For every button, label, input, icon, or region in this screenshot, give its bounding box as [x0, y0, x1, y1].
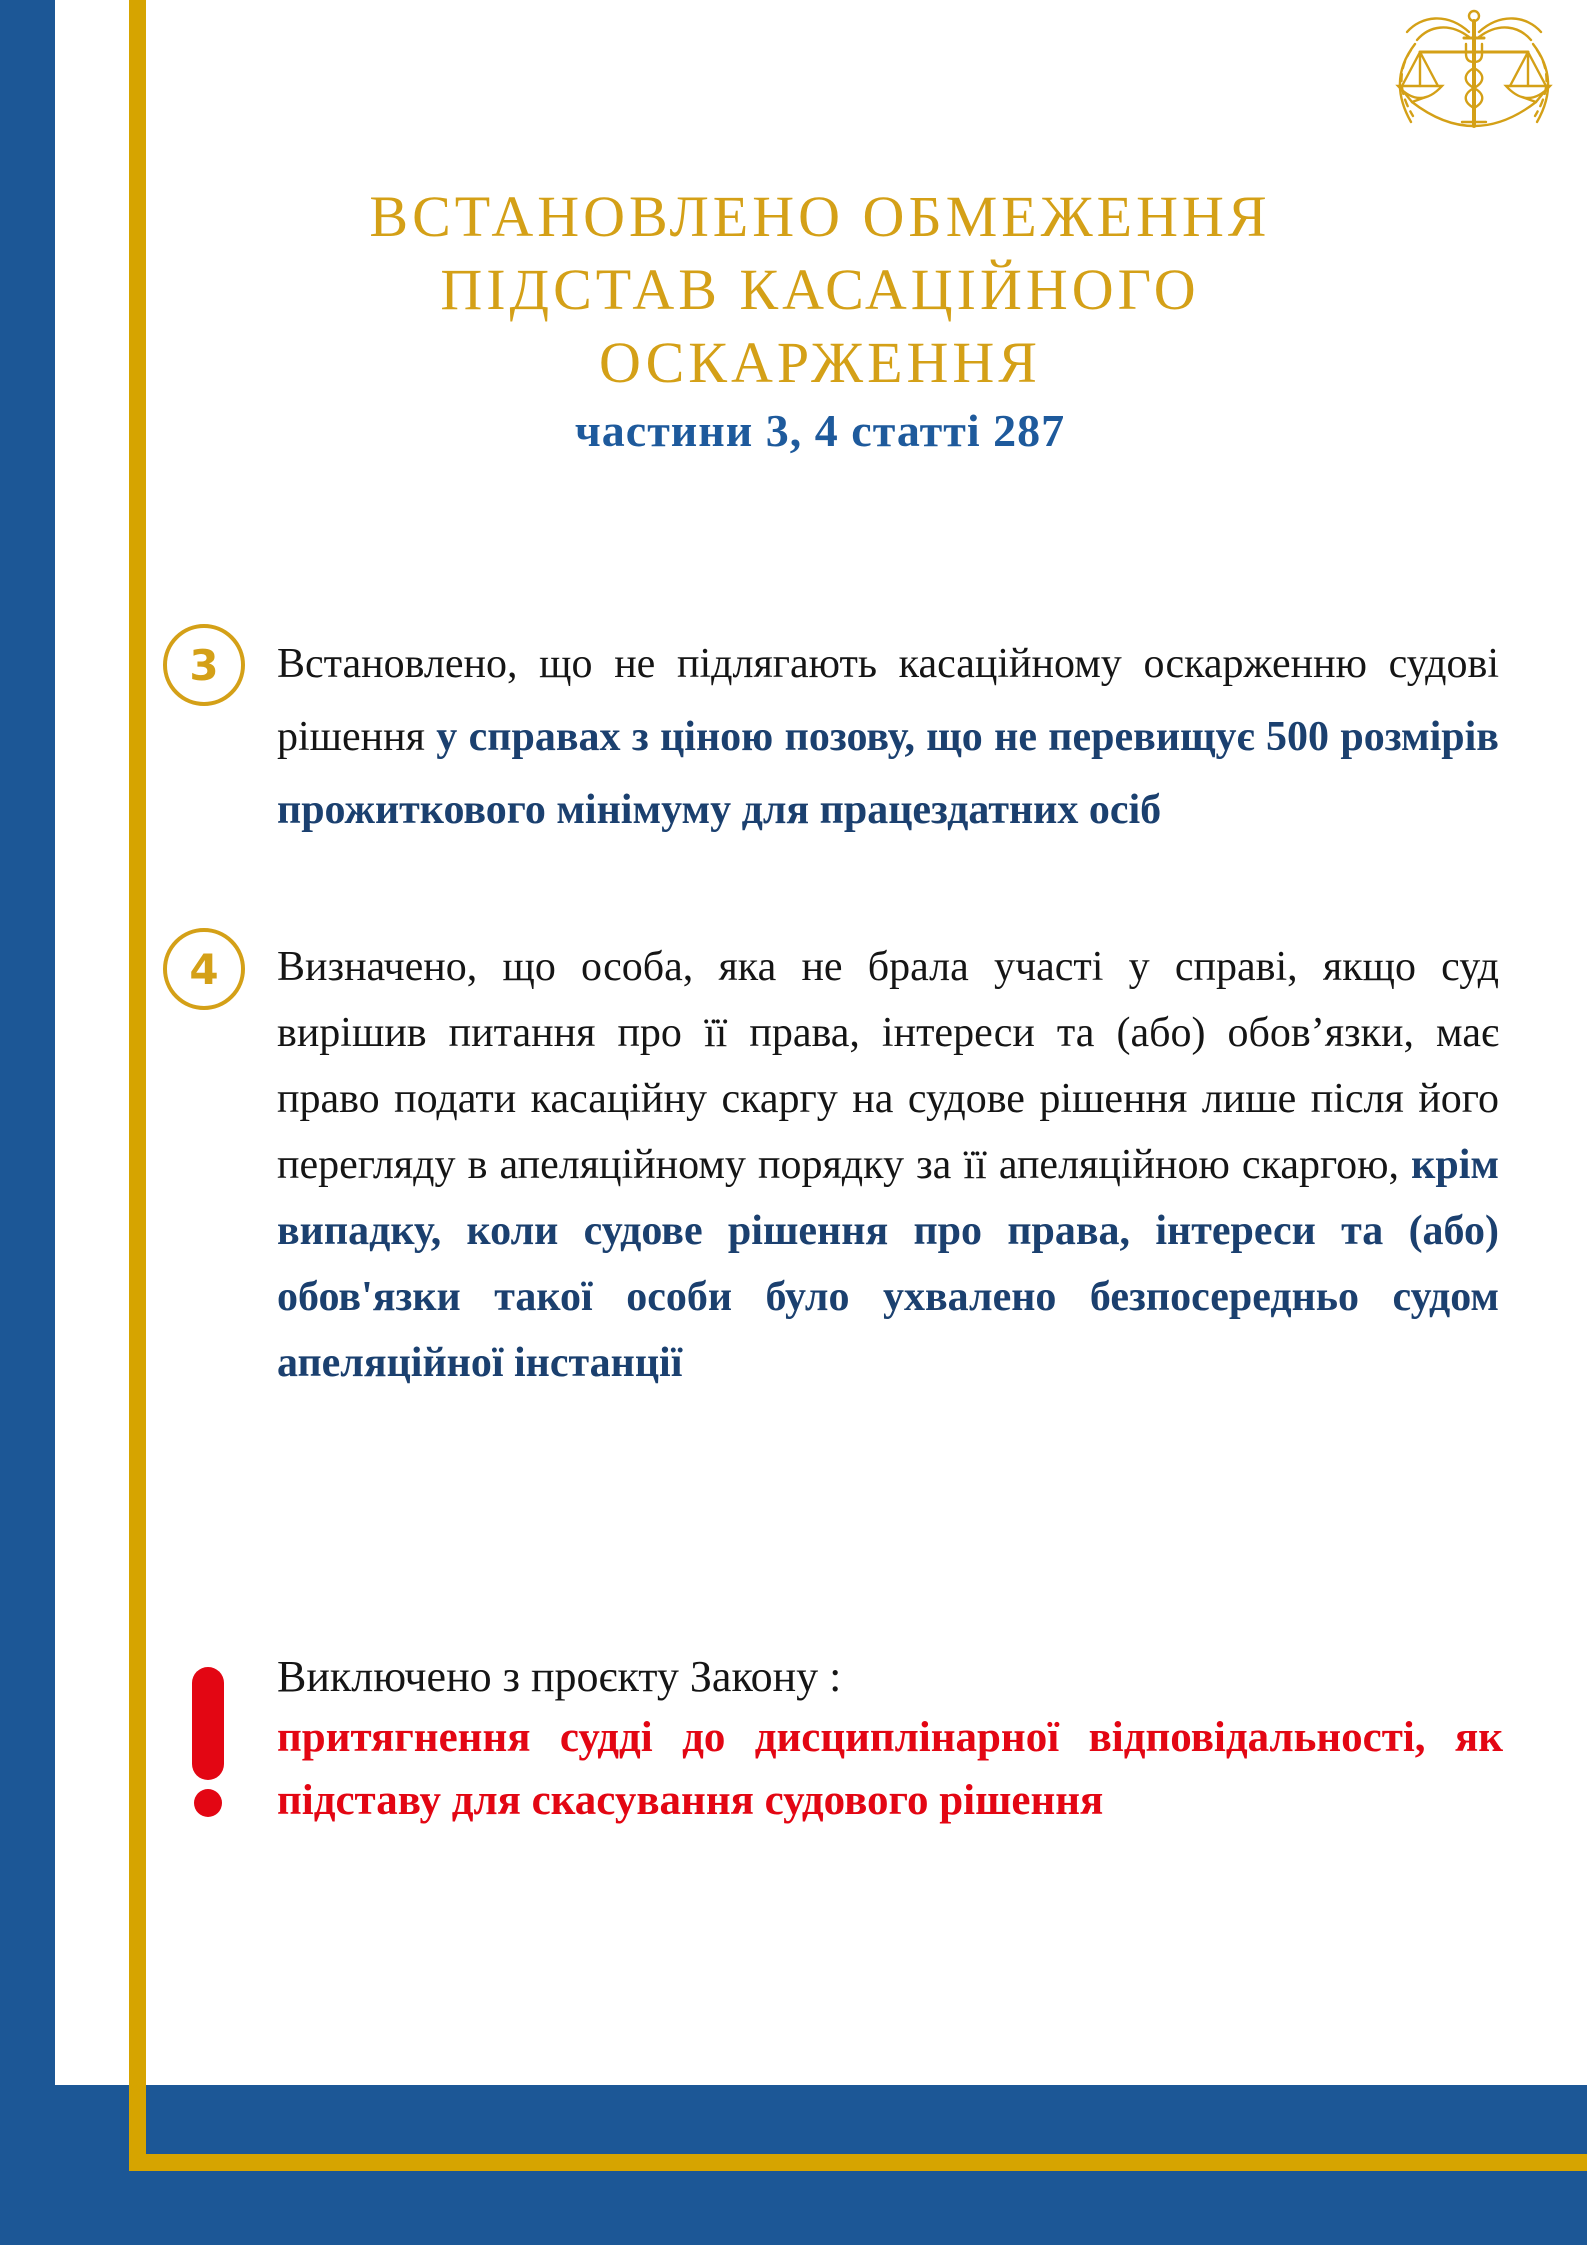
page-title-line: ПІДСТАВ КАСАЦІЙНОГО	[440, 257, 1200, 322]
item-3-text-emphasis: у справах з ціною позову, що не перевищує 500 розмірів прожиткового мінімуму для працездатних осіб	[277, 714, 1499, 833]
page-title-line: ВСТАНОВЛЕНО ОБМЕЖЕННЯ	[369, 184, 1271, 249]
exclamation-dot-icon	[194, 1789, 222, 1817]
item-4-number-badge	[163, 928, 245, 1010]
page-title-line: ОСКАРЖЕННЯ	[599, 330, 1041, 395]
item-4-text-emphasis: крім випадку, коли судове рішення про права, інтереси та (або) обов'язки такої особи було ухвалено безпосередньо судом апеляційної інстанції	[277, 1142, 1499, 1386]
gold-vertical-rule	[129, 0, 146, 2171]
scales-of-justice-emblem-icon	[1385, 8, 1563, 150]
item-3-number: 3	[189, 640, 219, 690]
gold-horizontal-rule	[129, 2154, 1587, 2171]
exclamation-mark-icon	[192, 1667, 224, 1780]
item-3-paragraph	[277, 628, 1499, 847]
exclusion-text: притягнення судді до дисциплінарної відповідальності, як підставу для скасування судового рішення	[277, 1714, 1503, 1824]
item-4-paragraph	[277, 934, 1499, 1396]
item-3-number-badge	[163, 624, 245, 706]
item-4-number: 4	[189, 944, 219, 994]
item-4-text-plain: Визначено, що особа, яка не брала участі у справі, якщо суд вирішив питання про її права, інтереси та (або) обов’язки, має право подати касаційну скаргу на судове рішення лише після його перегляду в апеляційному порядку за її апеляційною скаргою,	[277, 944, 1499, 1188]
item-3-text-plain: Встановлено, що не підлягають касаційному оскарженню судові рішення	[277, 641, 1499, 760]
left-blue-stripe	[0, 0, 55, 2245]
page-subtitle: частини 3, 4 статті 287	[574, 405, 1066, 456]
exclusion-label: Виключено з проєкту Закону :	[277, 1652, 842, 1701]
page-title	[170, 180, 1470, 399]
